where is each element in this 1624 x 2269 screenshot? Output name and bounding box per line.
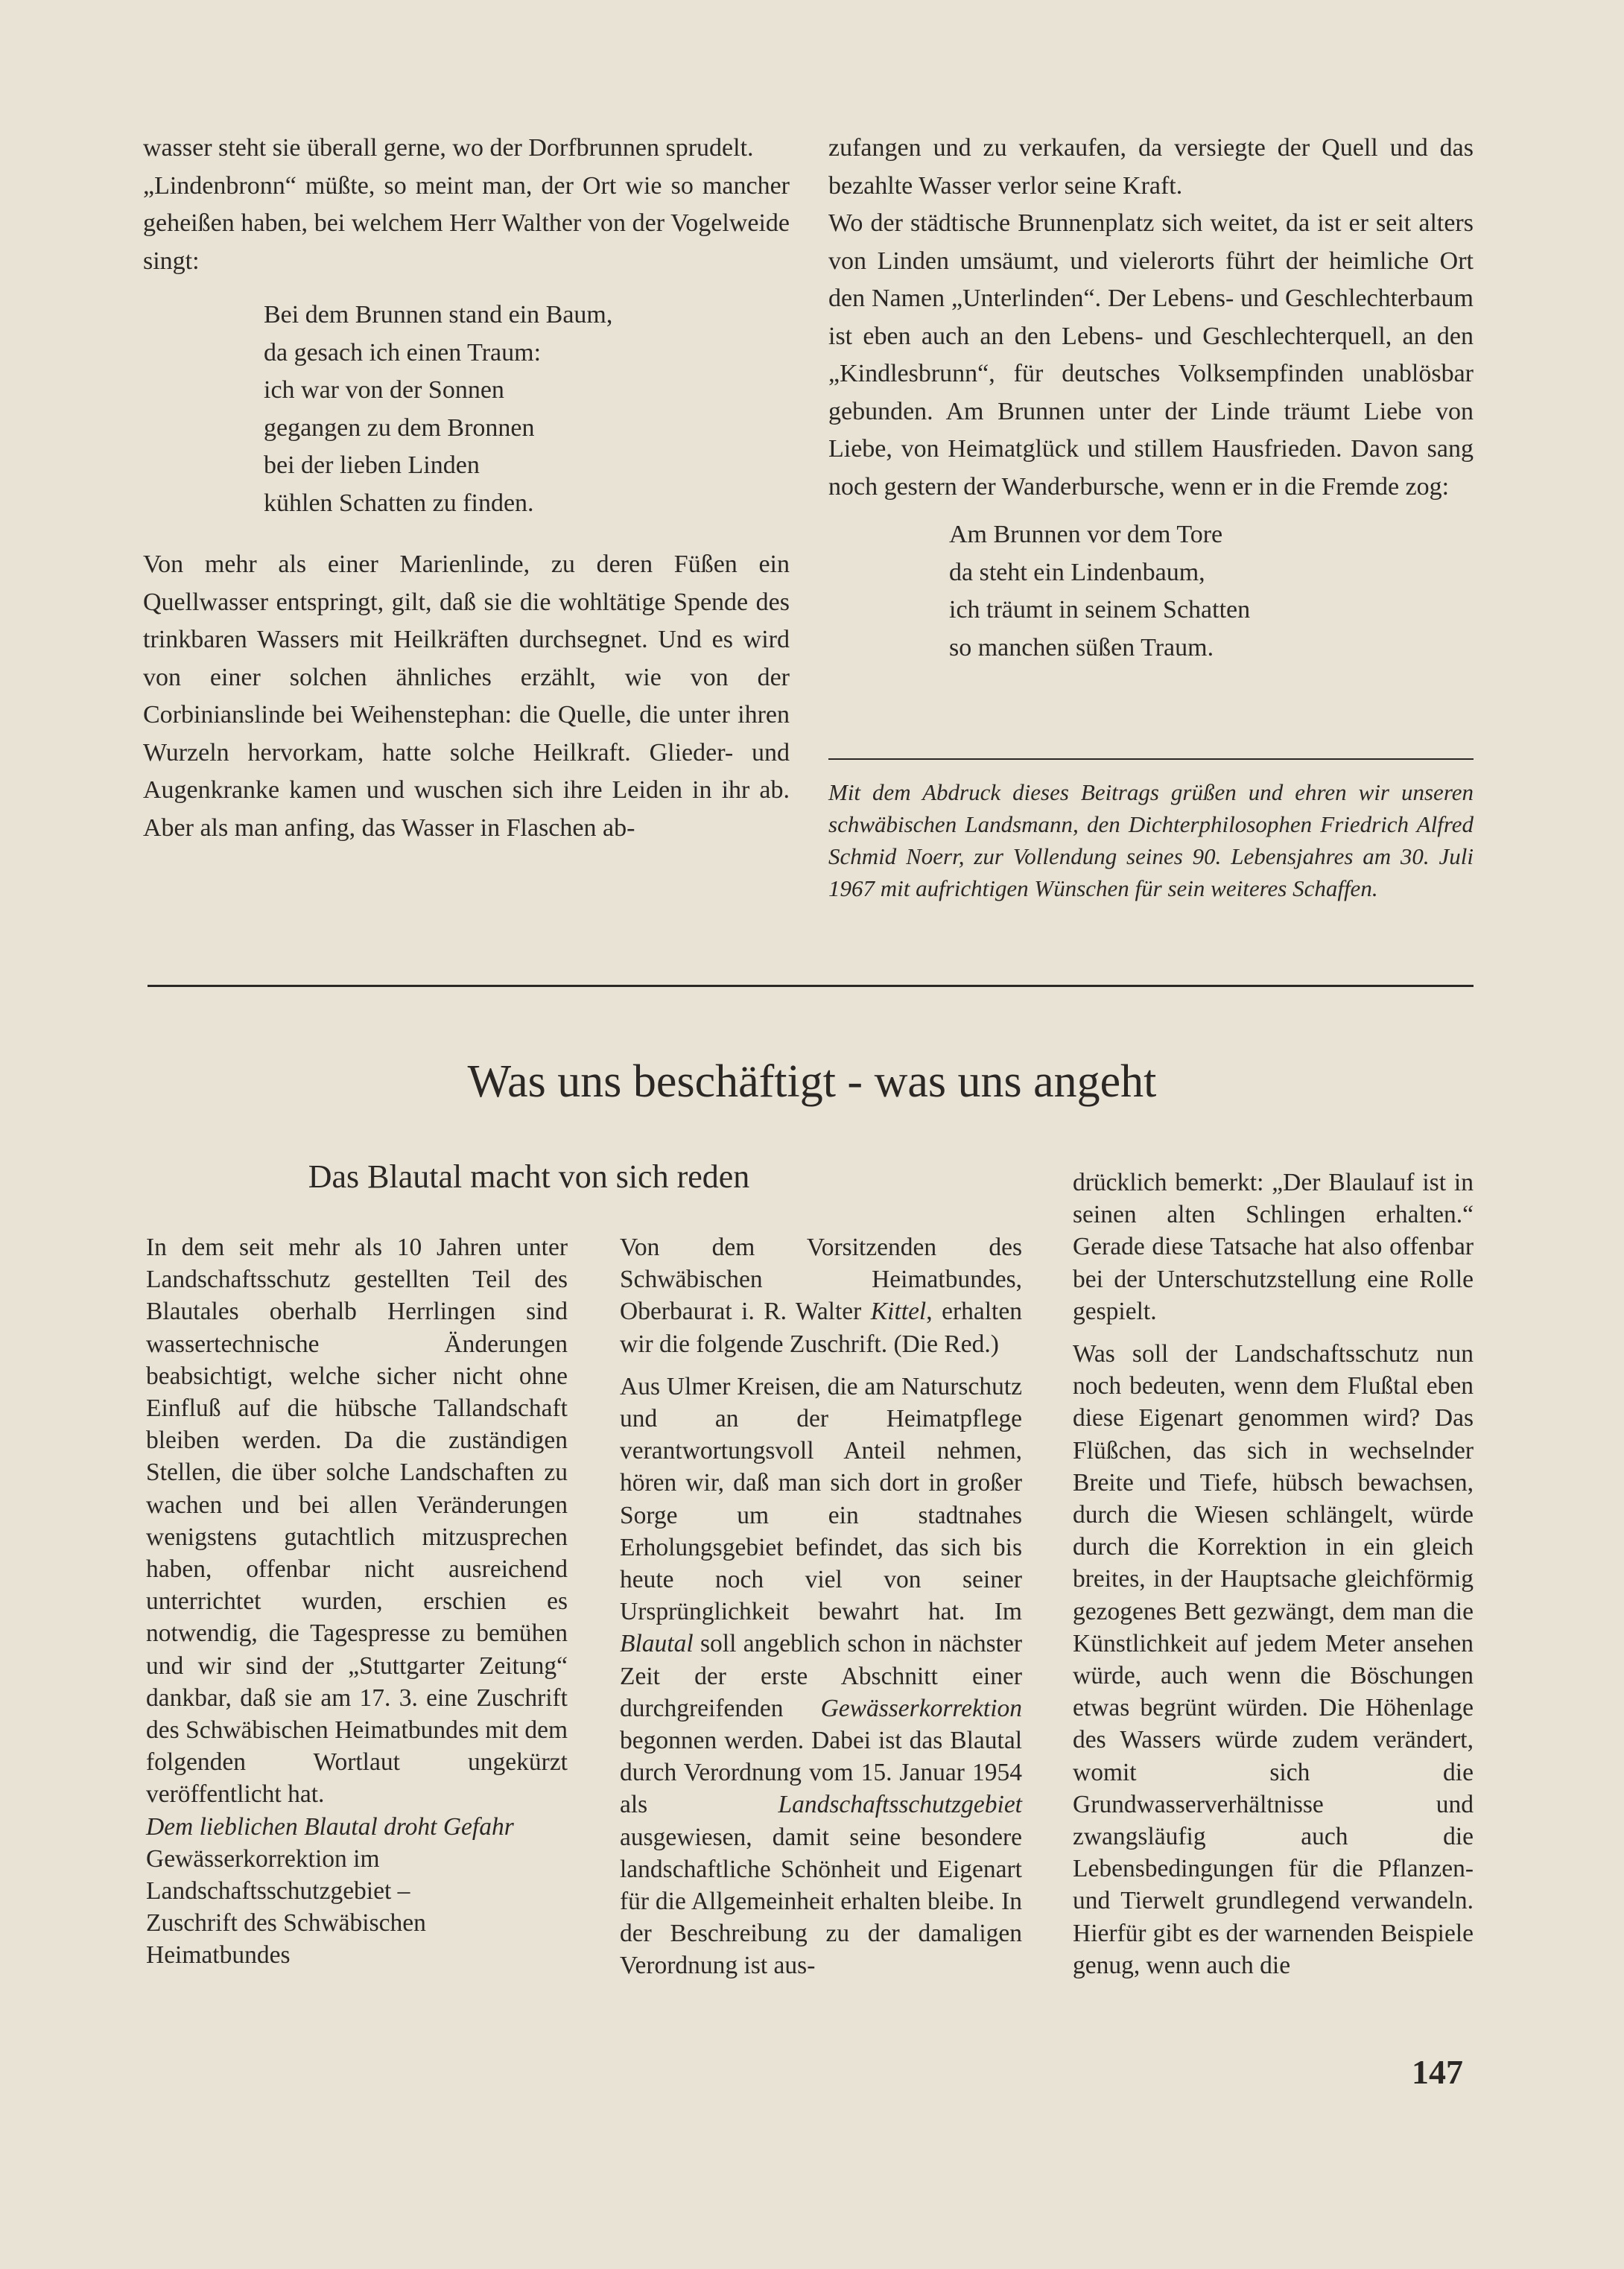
bottom-column-1 bbox=[146, 1231, 568, 1972]
poem-line: Am Brunnen vor dem Tore bbox=[949, 521, 1223, 548]
top-right-column bbox=[828, 130, 1474, 682]
text-run: soll angeblich schon in nächster Zeit der erste Abschnitt einer durchgreifenden bbox=[620, 1630, 1022, 1722]
article-subtitle: Das Blautal macht von sich reden bbox=[308, 1158, 750, 1195]
paragraph: drücklich bemerkt: „Der Blaulauf ist in seinen alten Schlingen erhalten.“ Gerade diese Tatsache hat also offenbar bei der Unterschutzstellung eine Rolle gespielt. bbox=[1073, 1169, 1474, 1325]
paragraph: Was soll der Landschaftsschutz nun noch bedeuten, wenn dem Flußtal eben diese Eigenart genommen wird? Das Flüßchen, das sich in wechselnder Breite und Tiefe, hübsch bewachsen, durch die Wiesen schlängelt, würde durch die Korrektion in ein gleich breites, in der Hauptsache gleichförmig gezogenes Bett gezwängt, dem man die Künstlichkeit auf jedem Meter ansehen würde, auch wenn die Böschungen etwas begrünt würden. Die Höhenlage des Wassers würde zudem verändert, womit sich die Grundwasserverhältnisse und zwangsläufig auch die Lebensbedingungen für die Pflanzen- und Tierwelt grundlegend verwandeln. Hierfür gibt es der warnenden Beispiele genug, wenn auch die bbox=[1073, 1340, 1474, 1979]
letter-subheading bbox=[146, 1843, 568, 1972]
subheading-line: Landschaftsschutzgebiet – bbox=[146, 1877, 410, 1905]
text-run-italic: Blautal bbox=[620, 1630, 694, 1658]
paragraph: „Lindenbronn“ müßte, so meint man, der Ort wie so mancher geheißen haben, bei welchem Herr Walther von der Vogelweide singt: bbox=[143, 171, 790, 275]
text-run-italic: Kittel bbox=[870, 1298, 927, 1326]
poem-line: gegangen zu dem Bronnen bbox=[264, 413, 535, 442]
note-divider bbox=[828, 758, 1474, 760]
poem-line: ich war von der Sonnen bbox=[264, 376, 504, 404]
subheading-line: Gewässerkorrektion im bbox=[146, 1844, 380, 1873]
subheading-line: Zuschrift des Schwäbischen bbox=[146, 1909, 426, 1938]
poem-line: kühlen Schatten zu finden. bbox=[264, 489, 534, 517]
text-run: ausgewiesen, damit seine besondere landschaftliche Schönheit und Eigenart für die Allgemeinheit erhalten bleibe. In der Beschreibung zu der damaligen Verordnung ist aus- bbox=[620, 1823, 1022, 1980]
letter-heading: Dem lieblichen Blautal droht Gefahr bbox=[146, 1812, 514, 1841]
bottom-column-2 bbox=[620, 1231, 1022, 1982]
text-run: Aus Ulmer Kreisen, die am Naturschutz und an der Heimatpflege verantwortungsvoll Anteil nehmen, hören wir, daß man sich dort in großer Sorge um ein stadtnahes Erholungsgebiet befindet, das sich bis heute noch viel von seiner Ursprünglichkeit bewahrt hat. Im bbox=[620, 1372, 1022, 1626]
text-run-italic: Landschaftsschutzgebiet bbox=[778, 1791, 1022, 1819]
poem-line: da steht ein Lindenbaum, bbox=[949, 558, 1205, 586]
lindenbaum-poem bbox=[949, 516, 1474, 667]
paragraph: Wo der städtische Brunnenplatz sich weitet, da ist er seit alters von Linden umsäumt, und vielerorts führt der heimliche Ort den Namen „Unterlinden“. Der Lebens- und Geschlechterbaum ist eben auch an den Lebens- und Geschlechterquell, an den „Kindlesbrunn“, für deutsches Volksempfinden unablösbar gebunden. Am Brunnen unter der Linde träumt Liebe von Liebe, von Heimatglück und stillem Hausfrieden. Davon sang noch gestern der Wanderbursche, wenn er in die Fremde zog: bbox=[828, 209, 1474, 501]
paragraph: wasser steht sie überall gerne, wo der Dorfbrunnen sprudelt. bbox=[143, 134, 754, 162]
text-run-italic: Gewässerkorrektion bbox=[820, 1694, 1022, 1722]
paragraph bbox=[620, 1231, 1022, 1360]
poem-line: Bei dem Brunnen stand ein Baum, bbox=[264, 301, 613, 329]
top-left-column bbox=[143, 130, 790, 847]
text-run: Von dem Vorsitzenden des Schwäbischen Heimatbundes, Oberbaurat i. R. Walter bbox=[620, 1234, 1022, 1326]
poem-line: da gesach ich einen Traum: bbox=[264, 338, 542, 366]
poem-line: ich träumt in seinem Schatten bbox=[949, 596, 1251, 623]
bottom-column-3 bbox=[1073, 1167, 1474, 1981]
poem-line: so manchen süßen Traum. bbox=[949, 633, 1214, 661]
text-run: begonnen werden. Dabei ist das Blautal durch Verordnung vom 15. Januar 1954 als bbox=[620, 1727, 1022, 1819]
paragraph: zufangen und zu verkaufen, da versiegte der Quell und das bezahlte Wasser verlor seine Kraft. bbox=[828, 134, 1474, 200]
walther-poem bbox=[264, 296, 790, 522]
paragraph bbox=[620, 1371, 1022, 1982]
dedication-note: Mit dem Abdruck dieses Beitrags grüßen und ehren wir unseren schwäbischen Landsmann, den Dichterphilosophen Friedrich Alfred Schmid Noerr, zur Vollendung seines 90. Lebensjahres am 30. Juli 1967 mit aufrichtigen Wünschen für sein weiteres Schaffen. bbox=[828, 779, 1474, 901]
page-number: 147 bbox=[1412, 2053, 1463, 2091]
section-divider bbox=[148, 985, 1474, 987]
text-run: , erhalten wir die folgende Zuschrift. (Die Red.) bbox=[620, 1298, 1022, 1358]
subheading-line: Heimatbundes bbox=[146, 1941, 291, 1970]
section-title: Was uns beschäftigt - was uns angeht bbox=[467, 1056, 1157, 1107]
paragraph: Von mehr als einer Marienlinde, zu deren Füßen ein Quellwasser entspringt, gilt, daß sie die wohltätige Spende des trinkbaren Wassers mit Heilkräften durchsegnet. Und es wird von einer solchen ähnliches erzählt, wie von der Corbinianslinde bei Weihenstephan: die Quelle, die unter ihren Wurzeln hervorkam, hatte solche Heilkraft. Glieder- und Augenkranke kamen und wuschen sich ihre Leiden in ihr ab. Aber als man anfing, das Wasser in Flaschen ab- bbox=[143, 550, 790, 842]
paragraph: In dem seit mehr als 10 Jahren unter Landschaftsschutz gestellten Teil des Blautales oberhalb Herrlingen sind wassertechnische Änderungen beabsichtigt, welche sicher nicht ohne Einfluß auf die hübsche Tallandschaft bleiben werden. Da die zuständigen Stellen, die über solche Landschaften zu wachen und bei allen Veränderungen wenigstens gutachtlich mitzusprechen haben, offenbar nicht ausreichend unterrichtet wurden, erschien es notwendig, die Tagespresse zu bemühen und wir sind der „Stuttgarter Zeitung“ dankbar, daß sie am 17. 3. eine Zuschrift des Schwäbischen Heimatbundes mit dem folgenden Wortlaut ungekürzt veröffentlicht hat. bbox=[146, 1234, 568, 1809]
poem-line: bei der lieben Linden bbox=[264, 451, 480, 479]
